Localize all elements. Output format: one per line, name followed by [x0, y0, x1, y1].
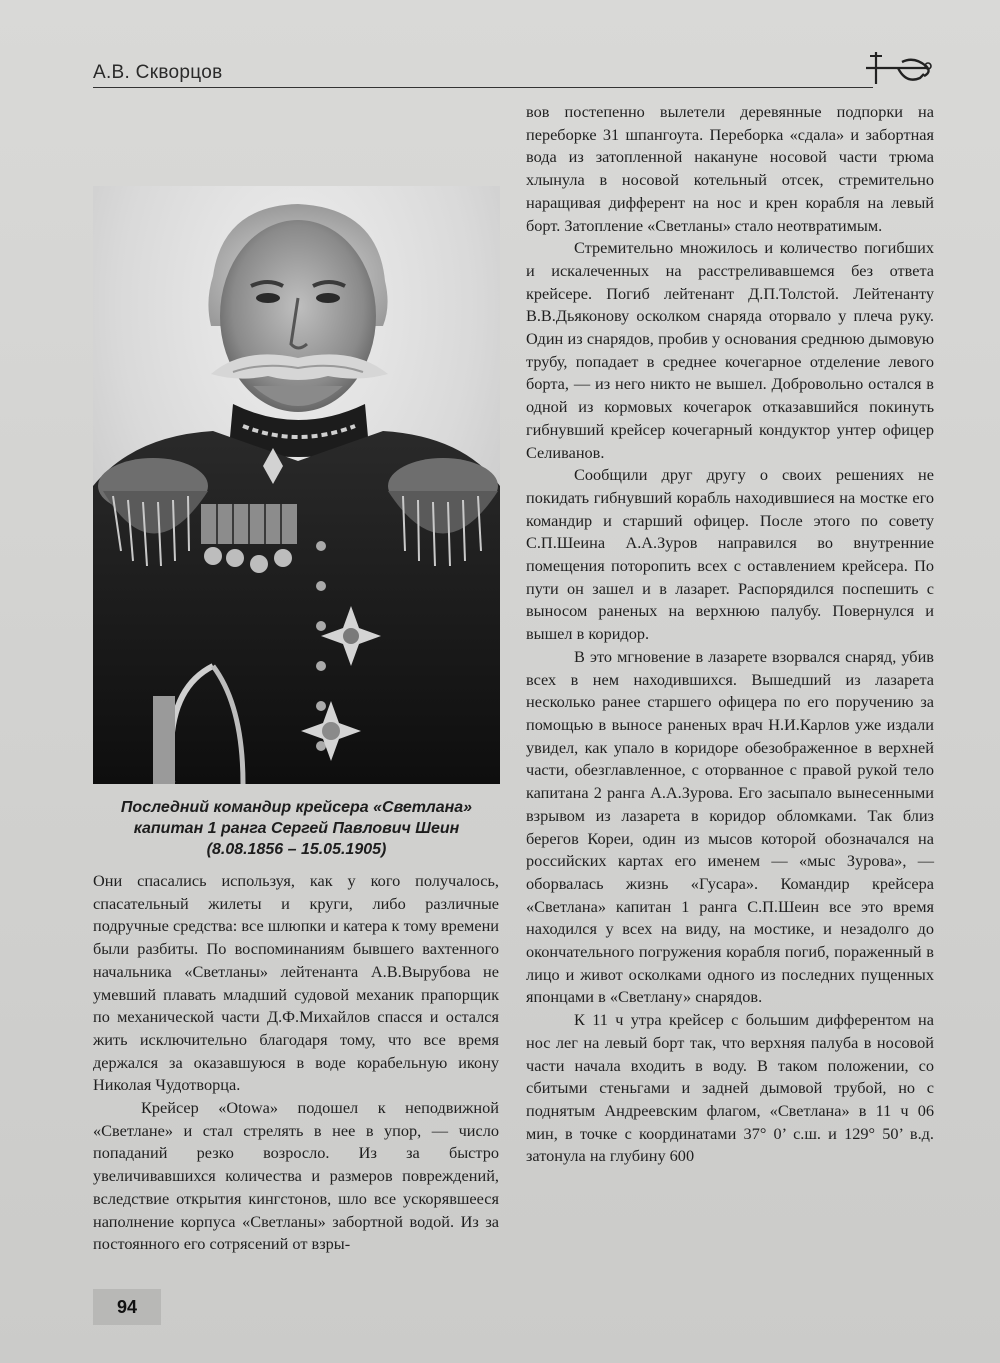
left-column-text	[93, 870, 499, 1256]
paragraph: К 11 ч утра крейсер с большим дифферентом на нос лег на левый борт так, что верхняя палуба в носовой части начала входить в воду. В таком положении, со сбитыми стеньгами и задней дымовой трубой, но с поднятым Андреевским флагом, «Светлана» в 11 ч 06 мин, в точке с координатами 37° 0’ с.ш. и 129° 50’ в.д. затонула на глубину 600	[526, 1010, 934, 1166]
paragraph: вов постепенно вылетели деревянные подпорки на переборке 31 шпангоута. Переборка «сдала» и забортная вода из затопленной накануне носовой части трюма хлынула в носовой котельный отсек, стремительно наращивая дифферент на нос и крен корабля на левый борт. Затопление «Светланы» стало неотвратимым.	[526, 102, 934, 235]
anchor-icon	[862, 44, 936, 88]
header-rule	[93, 87, 873, 88]
portrait-photo	[93, 186, 500, 784]
photo-caption	[93, 797, 500, 860]
paragraph: Стремительно множилось и количество погибших и искалеченных на расстреливавшемся без ответа крейсере. Погиб лейтенант Д.П.Толстой. Лейтенанту В.В.Дьяконову осколком снаряда оторвало у плеча руку. Один из снарядов, пробив у основания среднюю дымовую трубу, попадает в среднее кочегарное отделение левого борта, — из него никто не вышел. Добровольно остался в одной из кормовых кочегарок отказавшийся покинуть гибнувший крейсер кочегарный кондуктор унтер офицер Селиванов.	[526, 238, 934, 462]
running-header-author: А.В. Скворцов	[93, 62, 223, 83]
paragraph: Они спасались используя, как у кого получалось, спасательный жилеты и круги, либо различные подручные средства: все шлюпки и катера к тому времени были разбиты. По воспоминаниям бывшего вахтенного начальника «Светланы» лейтенанта А.В.Вырубова не умевший плавать младший судовой механик прапорщик по механической части Д.Ф.Михайлов спасся и остался жить исключительно благодаря тому, что все время держался за оказавшуюся в воде корабельную икону Николая Чудотворца.	[93, 871, 499, 1095]
paragraph: Крейсер «Otowa» подошел к неподвижной «Светлане» и стал стрелять в нее в упор, — число попаданий резко возросло. Из за быстро увеличивавшихся количества и размеров повреждений, вследствие открытия кингстонов, шло все ускорявшееся наполнение корпуса «Светланы» забортной водой. Из за постоянного его сотрясений от взры-	[93, 1098, 499, 1254]
page-number: 94	[93, 1289, 161, 1325]
caption-line: капитан 1 ранга Сергей Павлович Шеин	[133, 820, 460, 837]
paragraph: В это мгновение в лазарете взорвался снаряд, убив всех в нем находившихся. Вышедший из лазарета несколько ранее старшего офицера по его поручению за помощью в выносе раненых врач Н.И.Карлов уже издали увидел, как упало в коридоре обезображенное в верхней части, обезглавленное, с оторванное с правой рукой тело капитана 2 ранга А.А.Зурова. Его засыпало вынесенными взрывом из лазарета в коридор обломками. Так близ берегов Кореи, один из мысов которой обозначался на российских картах его именем — «мыс Зурова», — оборвалась жизнь «Гусара». Командир крейсера «Светлана» капитан 1 ранга С.П.Шеин все это время находился у всех на виду, на мостике, и незадолго до окончательного погружения корабля погиб, пораженный в лицо и живот осколками одного из последних пущенных японцами в «Светлану» снарядов.	[526, 646, 934, 1007]
caption-line: (8.08.1856 – 15.05.1905)	[206, 841, 387, 858]
caption-line: Последний командир крейсера «Светлана»	[120, 799, 473, 816]
paragraph: Сообщили друг другу о своих решениях не покидать гибнувший корабль находившиеся на мостке его командир и старший офицер. После этого по совету С.П.Шеина А.А.Зуров направился во внутренние помещения поторопить всех с оставлением крейсера. По пути он зашел и в лазарет. Распорядился поспешить с выносом раненых на верхнюю палубу. Повернулся и вышел в коридор.	[526, 465, 934, 644]
right-column-text	[526, 101, 934, 1168]
